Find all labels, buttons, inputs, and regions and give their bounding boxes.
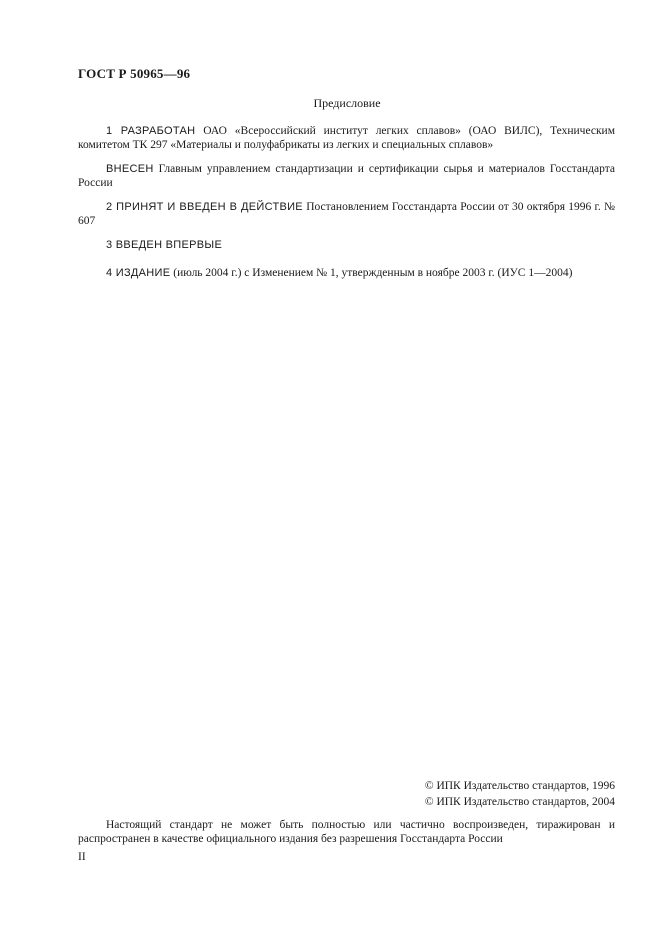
paragraph-first-introduced	[78, 238, 615, 252]
paragraph-lead: ВНЕСЕН	[106, 163, 154, 175]
copyright-1996: © ИПК Издательство стандартов, 1996	[424, 780, 615, 792]
document-code: ГОСТ Р 50965—96	[78, 66, 191, 81]
copyright-2004: © ИПК Издательство стандартов, 2004	[424, 796, 615, 808]
page-title: Предисловие	[313, 96, 381, 110]
paragraph-text: Постановлением Госстандарта России от 30 октября 1996 г. № 607	[78, 201, 615, 227]
reproduction-notice: Настоящий стандарт не может быть полностью или частично воспроизведен, тиражирован и распространен в качестве официального издания без разрешения Госстандарта России	[78, 819, 615, 845]
paragraph-introduced-by	[78, 162, 615, 190]
paragraph-developed-by	[78, 124, 615, 152]
paragraph-text: ОАО «Всероссийский институт легких сплавов» (ОАО ВИЛС), Техническим комитетом ТК 297 «Материалы и полуфабрикаты из легких и специальных сплавов»	[78, 125, 615, 151]
paragraph-adopted	[78, 200, 615, 228]
paragraph-lead: 4 ИЗДАНИЕ	[106, 267, 171, 279]
paragraph-lead: 1 РАЗРАБОТАН	[106, 125, 196, 137]
paragraph-text: Главным управлением стандартизации и сертификации сырья и материалов Госстандарта России	[78, 163, 615, 189]
paragraph-text: (июль 2004 г.) с Изменением № 1, утвержденным в ноябре 2003 г. (ИУС 1—2004)	[170, 267, 573, 279]
page-number: II	[78, 851, 86, 863]
paragraph-lead: 3 ВВЕДЕН ВПЕРВЫЕ	[106, 239, 223, 251]
paragraph-lead: 2 ПРИНЯТ И ВВЕДЕН В ДЕЙСТВИЕ	[106, 201, 303, 213]
paragraph-edition	[78, 266, 615, 280]
